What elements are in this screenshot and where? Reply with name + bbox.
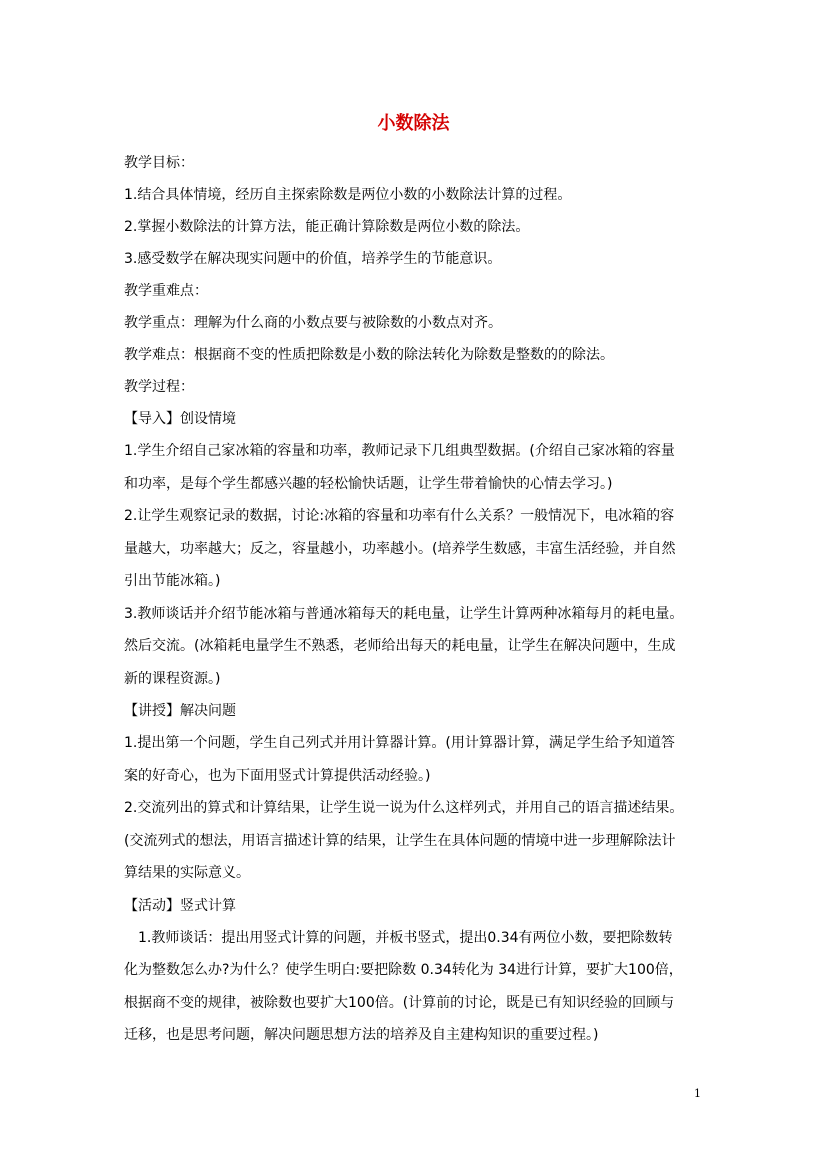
paragraph	[124, 922, 704, 1052]
document-body	[124, 147, 704, 1052]
difficult-point-text: 教学难点：根据商不变的性质把除数是小数的除法转化为除数是整数的的除法。	[124, 347, 614, 363]
paragraph-line: 2.让学生观察记录的数据，讨论:冰箱的容量和功率有什么关系？一般情况下，电冰箱的容	[124, 508, 675, 524]
paragraph	[124, 792, 704, 890]
paragraph-line: 引出节能冰箱。)	[124, 573, 221, 589]
paragraph	[124, 598, 704, 696]
document-title: 小数除法	[377, 113, 450, 134]
paragraph-line: (交流列式的想法，用语言描述计算的结果，让学生在具体问题的情境中进一步理解除法计	[124, 832, 676, 849]
objective-item: 3.感受数学在解决现实问题中的价值，培养学生的节能意识。	[124, 251, 502, 267]
paragraph-line: 1.学生介绍自己家冰箱的容量和功率，教师记录下几组典型数据。(介绍自己家冰箱的容量	[124, 443, 675, 459]
paragraph	[124, 435, 704, 500]
paragraph	[124, 727, 704, 792]
paragraph-line: 新的课程资源。)	[124, 670, 221, 687]
paragraph-line: 根据商不变的规律，被除数也要扩大100倍。(计算前的讨论，既是已有知识经验的回顾与	[124, 994, 675, 1011]
paragraph-line: 1.教师谈话：提出用竖式计算的问题，并板书竖式，提出0.34有两位小数，要把除数转	[138, 929, 673, 946]
objective-item: 1.结合具体情境，经历自主探索除数是两位小数的小数除法计算的过程。	[124, 187, 572, 203]
paragraph-line: 算结果的实际意义。	[124, 865, 250, 881]
paragraph-line: 然后交流。(冰箱耗电量学生不熟悉，老师给出每天的耗电量，让学生在解决问题中，生成	[124, 638, 676, 654]
section-heading-objectives: 教学目标：	[124, 155, 194, 171]
paragraph-line: 3.教师谈话并介绍节能冰箱与普通冰箱每天的耗电量，让学生计算两种冰箱每月的耗电量。	[124, 605, 684, 622]
objective-item: 2.掌握小数除法的计算方法，能正确计算除数是两位小数的除法。	[124, 219, 530, 235]
paragraph-line: 量越大，功率越大；反之，容量越小，功率越小。(培养学生数感，丰富生活经验，并自然	[124, 540, 676, 557]
paragraph-line: 和功率，是每个学生都感兴趣的轻松愉快话题，让学生带着愉快的心情去学习。)	[124, 475, 613, 492]
paragraph-line: 2.交流列出的算式和计算结果，让学生说一说为什么这样列式，并用自己的语言描述结果。	[124, 800, 684, 816]
paragraph-line: 化为整数怎么办?为什么？使学生明白:要把除数 0.34转化为 34进行计算，要扩大100倍，	[124, 962, 683, 978]
subsection-heading-activity: 【活动】竖式计算	[124, 897, 236, 914]
section-heading-process: 教学过程：	[124, 379, 194, 395]
key-point-text: 教学重点：理解为什么商的小数点要与被除数的小数点对齐。	[124, 315, 502, 331]
paragraph-line: 迁移，也是思考问题，解决问题思想方法的培养及自主建构知识的重要过程。)	[124, 1027, 599, 1043]
page-number: 1	[694, 1087, 701, 1100]
section-heading-key-points: 教学重难点：	[124, 283, 208, 299]
subsection-heading-intro: 【导入】创设情境	[124, 411, 236, 427]
paragraph-line: 1.提出第一个问题，学生自己列式并用计算器计算。(用计算器计算，满足学生给予知道答	[124, 735, 675, 751]
subsection-heading-lecture: 【讲授】解决问题	[124, 703, 236, 719]
paragraph	[124, 500, 704, 598]
paragraph-line: 案的好奇心，也为下面用竖式计算提供活动经验。)	[124, 767, 431, 784]
